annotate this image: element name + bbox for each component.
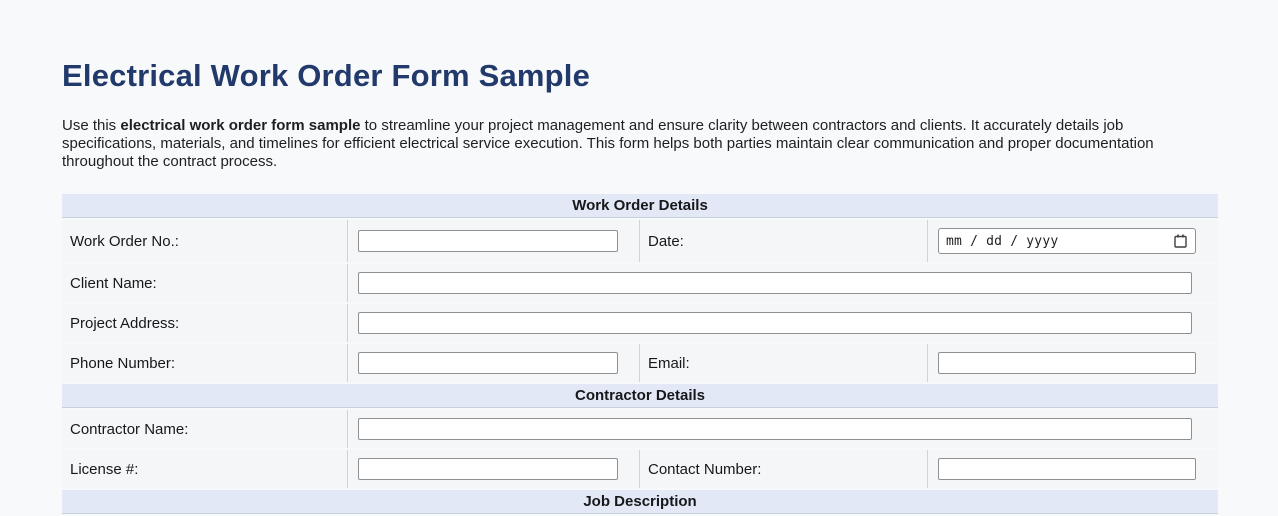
intro-text-bold: electrical work order form sample (120, 117, 361, 135)
date-placeholder: mm / dd / yyyy (946, 233, 1059, 249)
section-header-contractor-details: Contractor Details (62, 384, 1218, 408)
intro-paragraph (62, 117, 1218, 170)
contact-number-label: Contact Number: (640, 450, 928, 488)
section-header-job-description: Job Description (62, 490, 1218, 514)
table-row (62, 450, 1218, 488)
section-row-job-description (62, 490, 1218, 514)
license-no-label: License #: (62, 450, 348, 488)
client-name-input[interactable] (358, 272, 1192, 294)
work-order-form-table (62, 192, 1218, 516)
section-row-work-order-details (62, 194, 1218, 218)
table-row (62, 304, 1218, 342)
license-no-input[interactable] (358, 458, 618, 480)
work-order-no-input[interactable] (358, 230, 618, 252)
table-row (62, 410, 1218, 448)
intro-text-prefix: Use this (62, 117, 121, 135)
table-row (62, 264, 1218, 302)
phone-number-input[interactable] (358, 352, 618, 374)
table-row (62, 220, 1218, 262)
project-address-input[interactable] (358, 312, 1192, 334)
contractor-name-input[interactable] (358, 418, 1192, 440)
email-label: Email: (640, 344, 928, 382)
section-row-contractor-details (62, 384, 1218, 408)
contact-number-input[interactable] (938, 458, 1196, 480)
page-title: Electrical Work Order Form Sample (62, 58, 591, 93)
project-address-label: Project Address: (62, 304, 348, 342)
intro-text-suffix: to streamline your project management and ensure clarity between contractors and clients. It accurately details job specifications, materials, and timelines for efficient electrical service execution. This form helps both parties maintain clear communication and proper documentation throughout the contract process. (62, 117, 1154, 170)
email-input[interactable] (938, 352, 1196, 374)
phone-number-label: Phone Number: (62, 344, 348, 382)
calendar-icon[interactable] (1174, 234, 1187, 248)
contractor-name-label: Contractor Name: (62, 410, 348, 448)
client-name-label: Client Name: (62, 264, 348, 302)
work-order-no-label: Work Order No.: (62, 220, 348, 262)
date-input[interactable] (938, 228, 1196, 254)
date-label: Date: (640, 220, 928, 262)
table-row (62, 344, 1218, 382)
page-container (62, 0, 1218, 516)
section-header-work-order-details: Work Order Details (62, 194, 1218, 218)
